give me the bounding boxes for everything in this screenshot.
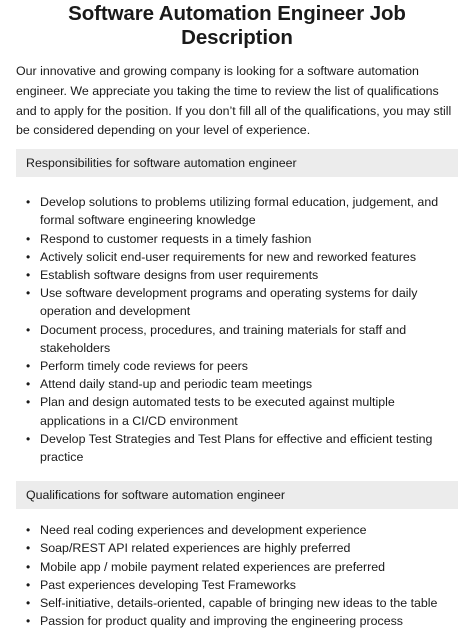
qualifications-list <box>16 521 458 630</box>
bullet-icon: • <box>26 377 31 392</box>
list-item <box>26 558 454 576</box>
list-item <box>26 193 454 229</box>
bullet-icon: • <box>26 577 31 592</box>
list-item <box>26 612 454 630</box>
bullet-icon: • <box>26 596 31 611</box>
bullet-icon: • <box>26 286 31 301</box>
list-item <box>26 594 454 612</box>
list-item-text: Establish software designs from user requirements <box>40 268 319 282</box>
page-title: Software Automation Engineer Job Description <box>68 2 406 49</box>
bullet-icon: • <box>26 614 31 629</box>
list-item-text: Passion for product quality and improving the engineering process <box>40 614 403 629</box>
list-item-text: Use software development programs and operating systems for daily operation and development <box>40 286 418 319</box>
list-item <box>26 430 454 466</box>
bullet-icon: • <box>26 559 31 574</box>
responsibilities-list <box>16 193 458 466</box>
bullet-icon: • <box>26 523 31 538</box>
list-item <box>26 521 454 539</box>
list-item-text: Self-initiative, details-oriented, capable of bringing new ideas to the table <box>40 596 438 611</box>
bullet-icon: • <box>26 231 31 246</box>
responsibilities-heading: Responsibilities for software automation engineer <box>16 149 458 177</box>
list-item-text: Mobile app / mobile payment related experiences are preferred <box>40 559 386 574</box>
list-item-text: Develop solutions to problems utilizing formal education, judgement, and formal software engineering knowledge <box>40 195 439 228</box>
bullet-icon: • <box>26 359 31 374</box>
list-item <box>26 375 454 393</box>
list-item <box>26 230 454 248</box>
list-item <box>26 284 454 320</box>
bullet-icon: • <box>26 268 31 282</box>
list-item-text: Attend daily stand-up and periodic team meetings <box>40 377 313 392</box>
list-item <box>26 248 454 266</box>
list-item <box>26 357 454 375</box>
list-item-text: Past experiences developing Test Frameworks <box>40 577 296 592</box>
bullet-icon: • <box>26 322 31 337</box>
list-item-text: Develop Test Strategies and Test Plans for effective and efficient testing practice <box>40 431 433 465</box>
list-item-text: Need real coding experiences and development experience <box>40 523 367 538</box>
list-item <box>26 321 454 357</box>
bullet-icon: • <box>26 431 31 446</box>
list-item <box>26 266 454 284</box>
list-item-text: Soap/REST API related experiences are highly preferred <box>40 541 351 556</box>
intro-paragraph: Our innovative and growing company is looking for a software automation engineer. We appreciate you taking the time to review the list of qualifications and to apply for the position. If you don’t fill all of the qualifications, you may still be considered depending on your level of experience. <box>16 64 452 138</box>
list-item-text: Plan and design automated tests to be executed against multiple applications in a CI/CD environment <box>40 395 395 428</box>
list-item <box>26 576 454 594</box>
bullet-icon: • <box>26 249 31 264</box>
list-item-text: Perform timely code reviews for peers <box>40 359 248 374</box>
list-item-text: Respond to customer requests in a timely fashion <box>40 231 312 246</box>
list-item-text: Actively solicit end-user requirements for new and reworked features <box>40 249 417 264</box>
bullet-icon: • <box>26 195 31 210</box>
bullet-icon: • <box>26 541 31 556</box>
bullet-icon: • <box>26 395 31 410</box>
list-item-text: Document process, procedures, and training materials for staff and stakeholders <box>40 322 407 355</box>
list-item <box>26 539 454 557</box>
qualifications-heading: Qualifications for software automation engineer <box>16 481 458 509</box>
list-item <box>26 393 454 429</box>
